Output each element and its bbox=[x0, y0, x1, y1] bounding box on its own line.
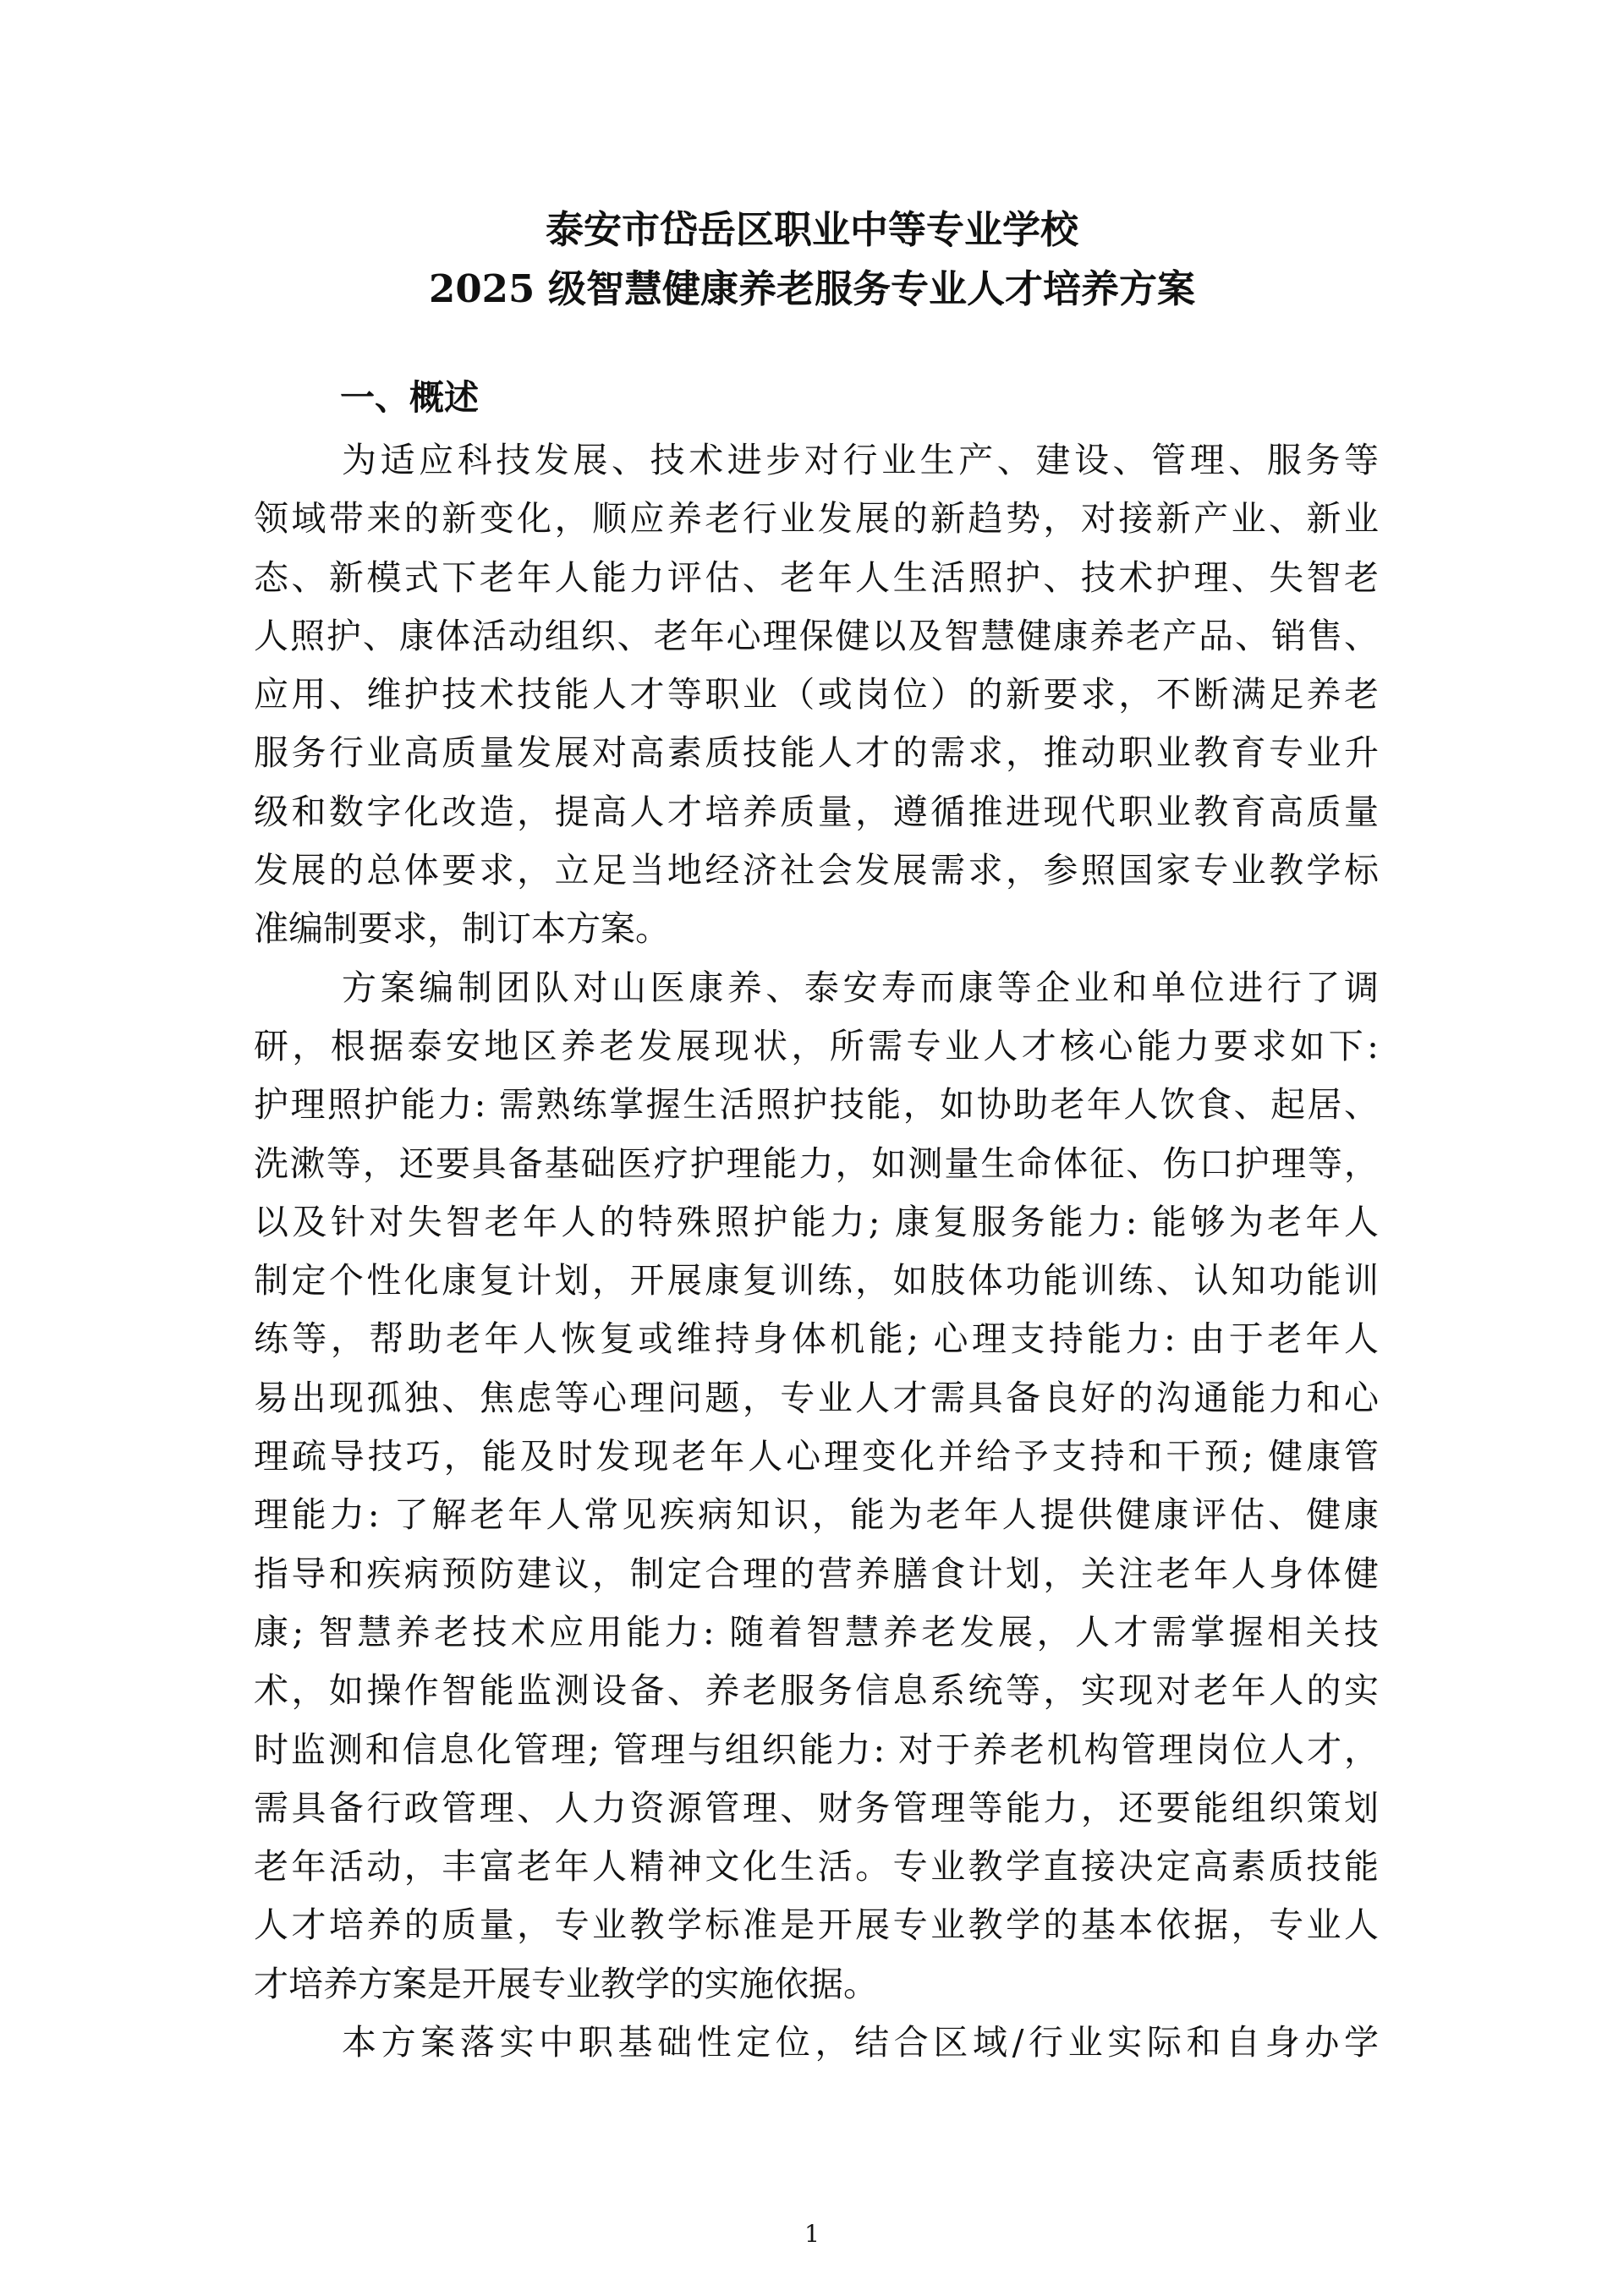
section-heading-overview: 一、概述 bbox=[340, 377, 479, 418]
text-line: 应用、维护技术技能人才等职业（或岗位）的新要求，不断满足养老 bbox=[254, 674, 1379, 715]
text-line: 服务行业高质量发展对高素质技能人才的需求，推动职业教育专业升 bbox=[254, 732, 1379, 774]
text-line: 方案编制团队对山医康养、泰安寿而康等企业和单位进行了调 bbox=[342, 967, 1379, 1008]
text-line: 时监测和信息化管理; 管理与组织能力: 对于养老机构管理岗位人才， bbox=[254, 1729, 1379, 1770]
text-line: 易出现孤独、焦虑等心理问题，专业人才需具备良好的沟通能力和心 bbox=[254, 1377, 1379, 1418]
text-line: 护理照护能力: 需熟练掌握生活照护技能，如协助老年人饮食、起居、 bbox=[254, 1084, 1379, 1126]
text-line: 级和数字化改造，提高人才培养质量，遵循推进现代职业教育高质量 bbox=[254, 791, 1379, 832]
text-line: 发展的总体要求，立足当地经济社会发展需求，参照国家专业教学标 bbox=[254, 850, 1379, 891]
paragraph bbox=[254, 431, 1379, 959]
text-line: 本方案落实中职基础性定位，结合区域/行业实际和自身办学 bbox=[342, 2022, 1379, 2063]
paragraph bbox=[254, 2014, 1379, 2072]
document-title-school: 泰安市岱岳区职业中等专业学校 bbox=[545, 207, 1078, 252]
text-line: 指导和疾病预防建议，制定合理的营养膳食计划，关注老年人身体健 bbox=[254, 1553, 1379, 1594]
text-line: 制定个性化康复计划，开展康复训练，如肢体功能训练、认知功能训 bbox=[254, 1260, 1379, 1301]
text-line: 理能力: 了解老年人常见疾病知识，能为老年人提供健康评估、健康 bbox=[254, 1494, 1379, 1536]
page-number: 1 bbox=[804, 2220, 820, 2248]
paragraph bbox=[254, 959, 1379, 2014]
text-line: 以及针对失智老年人的特殊照护能力; 康复服务能力: 能够为老年人 bbox=[254, 1201, 1379, 1242]
text-line: 老年活动，丰富老年人精神文化生活。专业教学直接决定高素质技能 bbox=[254, 1846, 1379, 1888]
text-line: 研，根据泰安地区养老发展现状，所需专业人才核心能力要求如下: bbox=[254, 1025, 1379, 1066]
text-line: 康; 智慧养老技术应用能力: 随着智慧养老发展，人才需掌握相关技 bbox=[254, 1611, 1379, 1652]
text-line: 准编制要求，制订本方案。 bbox=[254, 908, 670, 950]
text-line: 人照护、康体活动组织、老年心理保健以及智慧健康养老产品、销售、 bbox=[254, 615, 1379, 656]
document-body bbox=[254, 431, 1379, 2072]
text-line: 人才培养的质量，专业教学标准是开展专业教学的基本依据，专业人 bbox=[254, 1904, 1379, 1946]
text-line: 领域带来的新变化，顺应养老行业发展的新趋势，对接新产业、新业 bbox=[254, 498, 1379, 540]
text-line: 洗漱等，还要具备基础医疗护理能力，如测量生命体征、伤口护理等， bbox=[254, 1143, 1379, 1184]
text-line: 术，如操作智能监测设备、养老服务信息系统等，实现对老年人的实 bbox=[254, 1670, 1379, 1712]
text-line: 理疏导技巧，能及时发现老年人心理变化并给予支持和干预; 健康管 bbox=[254, 1436, 1379, 1477]
text-line: 需具备行政管理、人力资源管理、财务管理等能力，还要能组织策划 bbox=[254, 1787, 1379, 1828]
text-line: 才培养方案是开展专业教学的实施依据。 bbox=[254, 1963, 878, 2004]
text-line: 为适应科技发展、技术进步对行业生产、建设、管理、服务等 bbox=[342, 440, 1379, 480]
document-title-plan: 2025 级智慧健康养老服务专业人才培养方案 bbox=[429, 266, 1195, 311]
text-line: 态、新模式下老年人能力评估、老年人生活照护、技术护理、失智老 bbox=[254, 556, 1379, 598]
text-line: 练等，帮助老年人恢复或维持身体机能; 心理支持能力: 由于老年人 bbox=[254, 1318, 1379, 1360]
